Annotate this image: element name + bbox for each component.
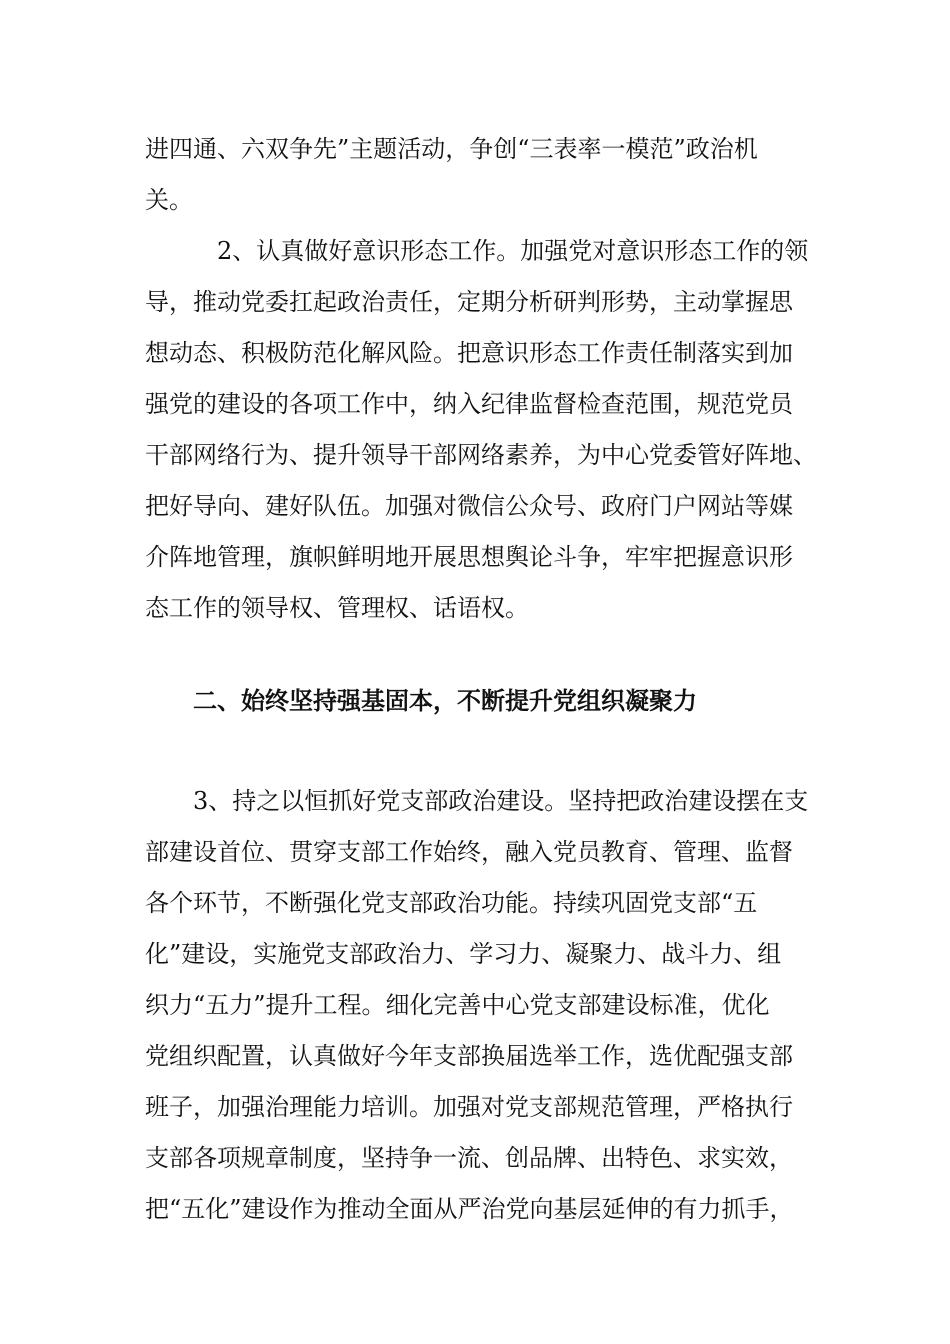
paragraph-3-line-9: 把“五化”建设作为推动全面从严治党向基层延伸的有力抓手， bbox=[145, 1195, 794, 1223]
paragraph-2-line-1: 2、认真做好意识形态工作。加强党对意识形态工作的领 bbox=[217, 237, 809, 265]
paragraph-2-line-8: 态工作的领导权、管理权、话语权。 bbox=[145, 594, 529, 622]
paragraph-1-line-1: 进四通、六双争先”主题活动，争创“三表率一模范”政治机 bbox=[145, 135, 758, 163]
paragraph-3-line-6: 党组织配置，认真做好今年支部换届选举工作，选优配强支部 bbox=[145, 1042, 793, 1070]
paragraph-3-line-2: 部建设首位、贯穿支部工作始终，融入党员教育、管理、监督 bbox=[145, 838, 793, 866]
paragraph-1-line-2: 关。 bbox=[145, 186, 193, 214]
paragraph-3-line-3: 各个环节，不断强化党支部政治功能。持续巩固党支部“五 bbox=[145, 889, 758, 917]
paragraph-2-line-5: 干部网络行为、提升领导干部网络素养，为中心党委管好阵地、 bbox=[145, 441, 817, 469]
paragraph-2-line-7: 介阵地管理，旗帜鲜明地开展思想舆论斗争，牢牢把握意识形 bbox=[145, 543, 793, 571]
section-heading: 二、始终坚持强基固本，不断提升党组织凝聚力 bbox=[193, 687, 697, 715]
paragraph-2-line-4: 强党的建设的各项工作中，纳入纪律监督检查范围，规范党员 bbox=[145, 390, 793, 418]
paragraph-2-line-3: 想动态、积极防范化解风险。把意识形态工作责任制落实到加 bbox=[145, 339, 793, 367]
paragraph-3-line-7: 班子，加强治理能力培训。加强对党支部规范管理，严格执行 bbox=[145, 1093, 793, 1121]
paragraph-2-line-2: 导，推动党委扛起政治责任，定期分析研判形势，主动掌握思 bbox=[145, 288, 793, 316]
paragraph-3-line-1: 3、持之以恒抓好党支部政治建设。坚持把政治建设摆在支 bbox=[193, 787, 809, 815]
paragraph-3-line-8: 支部各项规章制度，坚持争一流、创品牌、出特色、求实效， bbox=[145, 1144, 793, 1172]
paragraph-3-line-4: 化”建设，实施党支部政治力、学习力、凝聚力、战斗力、组 bbox=[145, 940, 782, 968]
paragraph-2-line-6: 把好导向、建好队伍。加强对微信公众号、政府门户网站等媒 bbox=[145, 492, 793, 520]
paragraph-3-line-5: 织力“五力”提升工程。细化完善中心党支部建设标准，优化 bbox=[145, 991, 770, 1019]
